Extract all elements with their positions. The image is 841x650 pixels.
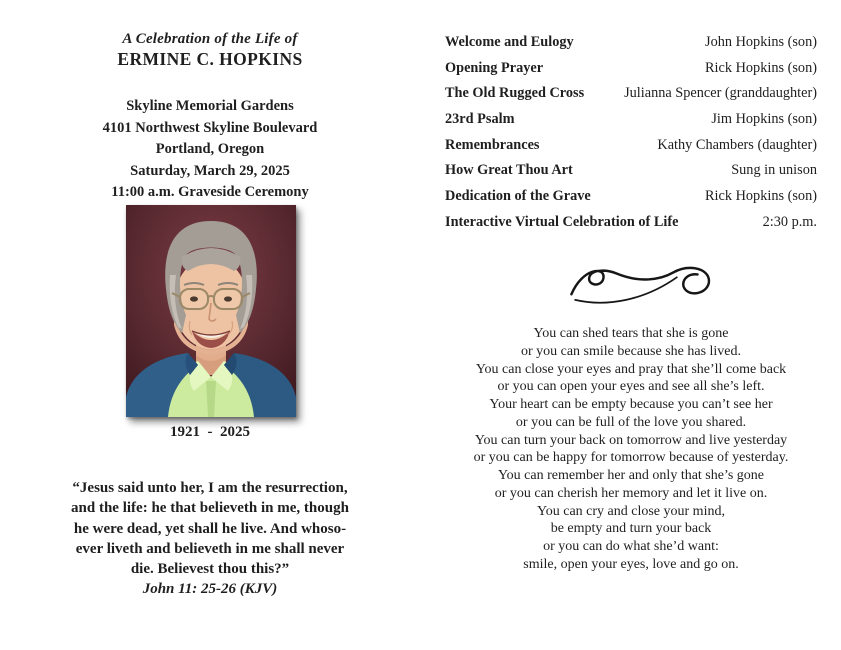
service-row: [445, 34, 817, 60]
scripture-line: and the life: he that believeth in me, though: [71, 500, 349, 517]
service-row: [445, 60, 817, 86]
scripture-line: die. Believest thou this?”: [130, 561, 290, 578]
service-item-title: Opening Prayer: [445, 59, 544, 76]
service-row: [445, 214, 817, 240]
program-left-panel: [40, 0, 380, 650]
flourish-ornament: [445, 253, 817, 311]
poem-line: be empty and turn your back: [550, 521, 712, 537]
service-row: [445, 188, 817, 214]
service-row: [445, 162, 817, 188]
order-of-service: [445, 34, 817, 240]
scripture-line: ever liveth and believeth in me shall never: [75, 540, 345, 557]
service-item-title: Dedication of the Grave: [445, 188, 591, 205]
service-item-title: The Old Rugged Cross: [445, 85, 585, 102]
memorial-poem: [445, 325, 817, 574]
poem-line: Your heart can be empty because you can’t see her: [489, 397, 773, 412]
service-item-presenter: Jim Hopkins (son): [711, 111, 817, 128]
flourish-icon: [562, 253, 722, 311]
poem-line: or you can be happy for tomorrow because of yesterday.: [473, 450, 789, 466]
scripture-lines: [48, 478, 372, 579]
poem-line: or you can be full of the love you shared.: [515, 414, 747, 430]
program-right-panel: [445, 0, 817, 650]
deceased-name: ERMINE C. HOPKINS: [117, 49, 303, 69]
poem-line: You can close your eyes and pray that she’ll come back: [475, 361, 787, 377]
service-item-presenter: Kathy Chambers (daughter): [657, 136, 817, 153]
service-item-presenter: 2:30 p.m.: [762, 213, 817, 230]
poem-line: or you can do what she’d want:: [543, 539, 719, 554]
poem-line: You can remember her and only that she’s gone: [497, 468, 765, 483]
venue-line: Portland, Oregon: [155, 141, 265, 157]
poem-line: or you can smile because she has lived.: [520, 343, 742, 359]
poem-line: You can cry and close your mind,: [537, 503, 725, 519]
service-item-title: How Great Thou Art: [445, 162, 573, 179]
venue-line: Saturday, March 29, 2025: [130, 162, 290, 179]
venue-line: Skyline Memorial Gardens: [126, 98, 294, 114]
venue-details: [40, 96, 380, 204]
poem-line: You can turn your back on tomorrow and live yesterday: [474, 432, 788, 448]
service-row: [445, 137, 817, 163]
service-item-presenter: Rick Hopkins (son): [705, 188, 817, 205]
service-item-title: 23rd Psalm: [445, 111, 515, 128]
scripture-line: “Jesus said unto her, I am the resurrection,: [72, 480, 348, 496]
scripture-quote: [48, 478, 372, 600]
service-item-presenter: Rick Hopkins (son): [705, 59, 817, 76]
service-item-presenter: Julianna Spencer (granddaughter): [624, 85, 817, 102]
service-item-presenter: Sung in unison: [731, 162, 817, 179]
scripture-line: he were dead, yet shall he live. And whoso-: [73, 520, 347, 537]
service-item-title: Remembrances: [445, 136, 540, 153]
service-row: [445, 85, 817, 111]
venue-line: 11:00 a.m. Graveside Ceremony: [111, 184, 309, 200]
scripture-reference: John 11: 25-26 (KJV): [142, 581, 278, 598]
service-row: [445, 111, 817, 137]
portrait-photo: [126, 205, 296, 417]
poem-line: or you can open your eyes and see all she’s left.: [497, 379, 765, 395]
poem-line: smile, open your eyes, love and go on.: [523, 556, 739, 572]
service-item-title: Interactive Virtual Celebration of Life: [445, 213, 679, 230]
poem-line: You can shed tears that she is gone: [533, 326, 729, 341]
poem-line: or you can cherish her memory and let it live on.: [494, 485, 768, 501]
service-item-presenter: John Hopkins (son): [705, 34, 817, 50]
portrait-photo-illustration: [126, 205, 296, 417]
program-subtitle: A Celebration of the Life of: [122, 31, 298, 47]
birth-death-years: 1921 - 2025: [170, 424, 250, 440]
venue-line: 4101 Northwest Skyline Boulevard: [102, 119, 318, 136]
service-item-title: Welcome and Eulogy: [445, 34, 574, 50]
